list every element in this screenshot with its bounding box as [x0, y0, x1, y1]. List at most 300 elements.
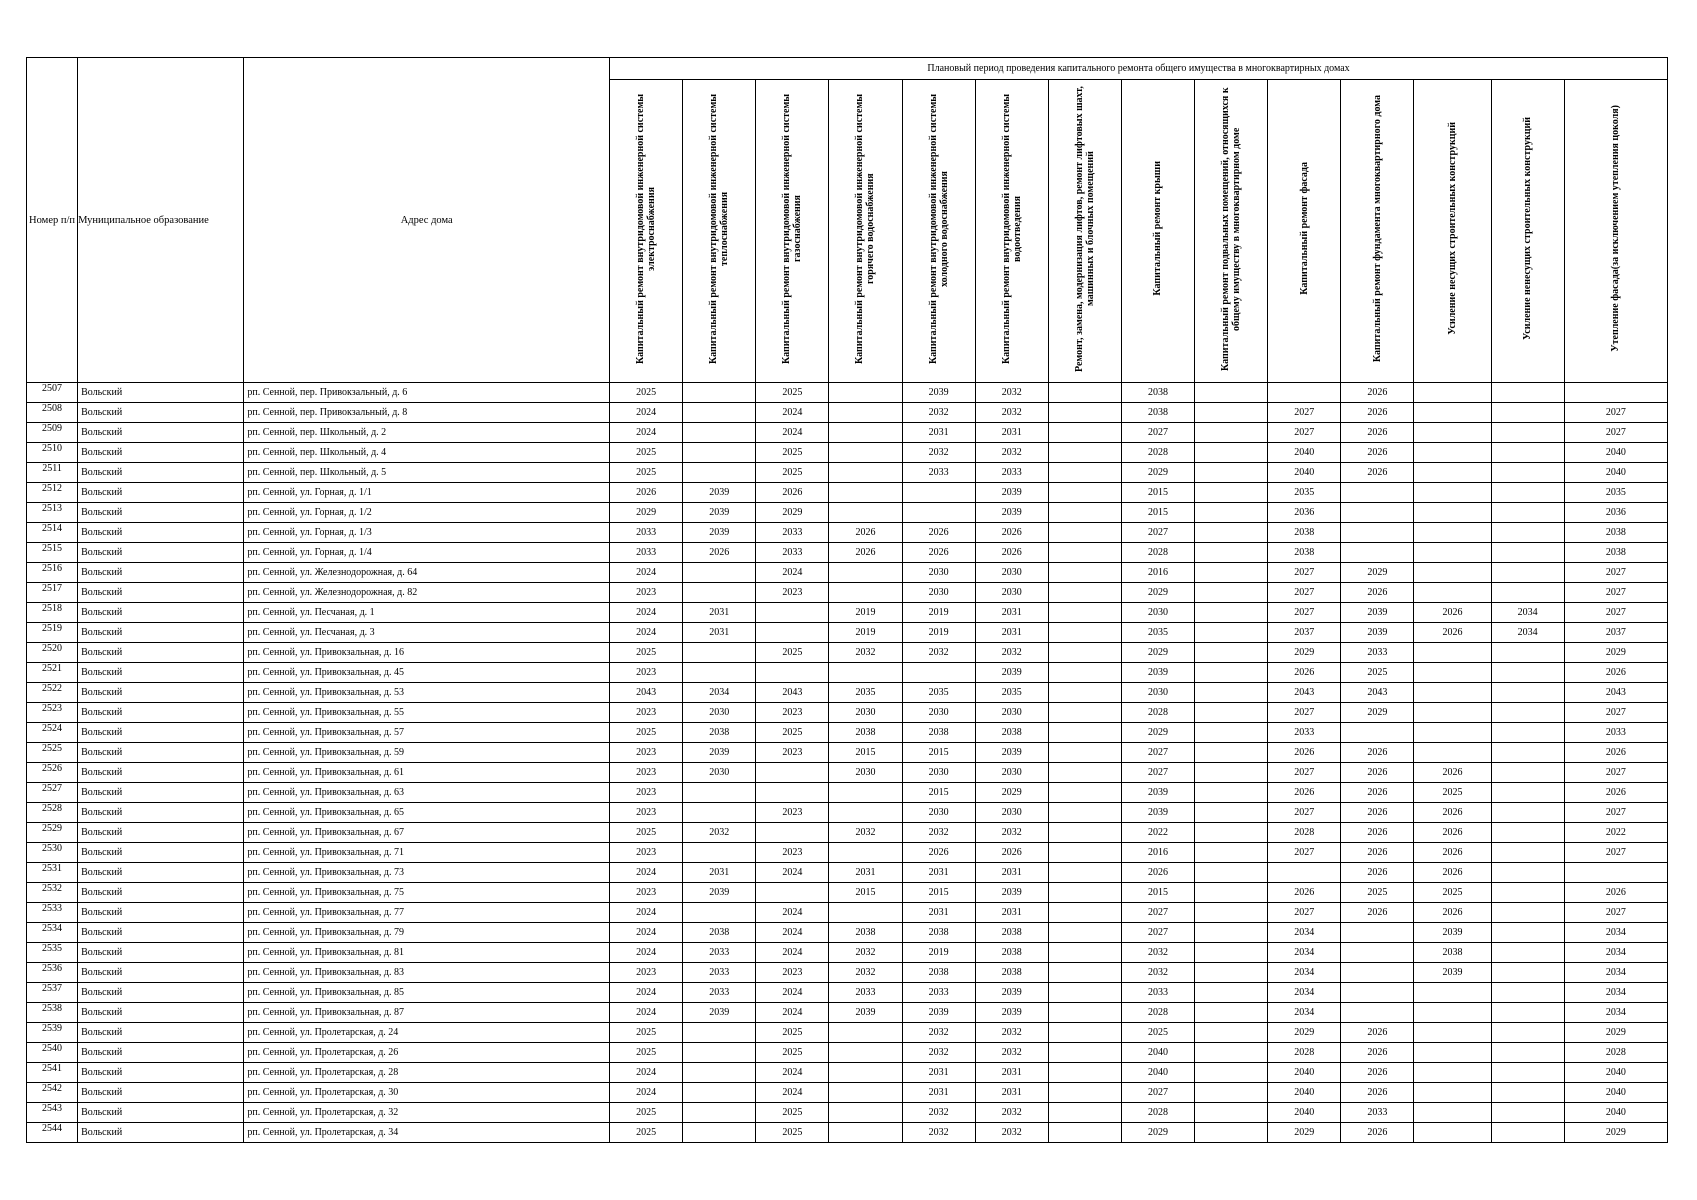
table-row — [27, 743, 1668, 763]
row-year-cell: 2029 — [1268, 643, 1341, 663]
row-year-cell — [1491, 1043, 1564, 1063]
row-year-cell: 2025 — [756, 383, 829, 403]
row-year-cell — [1414, 523, 1491, 543]
row-year-cell — [829, 1123, 902, 1143]
row-year-cell — [1195, 623, 1268, 643]
row-year-cell — [1414, 443, 1491, 463]
row-year-cell: 2026 — [1341, 763, 1414, 783]
row-year-cell — [1048, 503, 1121, 523]
row-year-cell — [1195, 643, 1268, 663]
row-year-cell — [1491, 403, 1564, 423]
row-number: 2508 — [27, 403, 78, 423]
row-year-cell — [829, 1043, 902, 1063]
row-municipality: Вольский — [78, 803, 244, 823]
row-year-cell — [1195, 743, 1268, 763]
row-year-cell — [1195, 863, 1268, 883]
row-year-cell — [829, 463, 902, 483]
row-number: 2512 — [27, 483, 78, 503]
row-year-cell: 2039 — [975, 883, 1048, 903]
row-year-cell: 2034 — [1268, 983, 1341, 1003]
row-year-cell: 2033 — [610, 543, 683, 563]
row-year-cell: 2026 — [1564, 663, 1667, 683]
row-year-cell — [1491, 843, 1564, 863]
row-municipality: Вольский — [78, 863, 244, 883]
row-year-cell — [1414, 463, 1491, 483]
row-year-cell — [1195, 663, 1268, 683]
row-year-cell — [683, 783, 756, 803]
row-address: рп. Сенной, ул. Привокзальная, д. 83 — [244, 963, 610, 983]
row-year-cell: 2038 — [683, 923, 756, 943]
row-year-cell: 2029 — [1121, 583, 1194, 603]
row-year-cell: 2024 — [610, 403, 683, 423]
row-year-cell: 2025 — [1341, 883, 1414, 903]
row-year-cell — [1414, 1103, 1491, 1123]
row-year-cell: 2035 — [1564, 483, 1667, 503]
row-number: 2524 — [27, 723, 78, 743]
row-year-cell: 2039 — [1341, 623, 1414, 643]
row-year-cell — [1195, 703, 1268, 723]
row-municipality: Вольский — [78, 623, 244, 643]
row-year-cell: 2032 — [902, 403, 975, 423]
row-year-cell: 2024 — [756, 1063, 829, 1083]
row-year-cell: 2025 — [610, 1103, 683, 1123]
row-year-cell — [756, 603, 829, 623]
row-year-cell — [1414, 743, 1491, 763]
row-year-cell: 2034 — [1268, 1003, 1341, 1023]
row-year-cell: 2043 — [756, 683, 829, 703]
row-year-cell — [1491, 823, 1564, 843]
row-year-cell — [829, 1083, 902, 1103]
row-year-cell — [756, 783, 829, 803]
row-year-cell — [1048, 763, 1121, 783]
row-year-cell: 2029 — [1121, 1123, 1194, 1143]
row-municipality: Вольский — [78, 723, 244, 743]
row-year-cell: 2034 — [1268, 963, 1341, 983]
row-year-cell: 2015 — [902, 783, 975, 803]
header-work-label: Капитальный ремонт крыши — [1152, 161, 1164, 296]
row-year-cell: 2015 — [1121, 883, 1194, 903]
row-year-cell — [1048, 1083, 1121, 1103]
row-year-cell — [1048, 483, 1121, 503]
header-work-label: Капитальный ремонт внутридомовой инженерной системы горячего водоснабжения — [854, 93, 877, 364]
row-year-cell — [1195, 543, 1268, 563]
row-number: 2522 — [27, 683, 78, 703]
row-year-cell: 2032 — [1121, 963, 1194, 983]
row-year-cell: 2038 — [1268, 523, 1341, 543]
row-year-cell — [1048, 883, 1121, 903]
row-address: рп. Сенной, пер. Школьный, д. 5 — [244, 463, 610, 483]
row-municipality: Вольский — [78, 663, 244, 683]
row-year-cell: 2025 — [610, 723, 683, 743]
row-year-cell: 2027 — [1121, 763, 1194, 783]
table-row — [27, 1003, 1668, 1023]
row-year-cell — [756, 823, 829, 843]
row-year-cell — [1195, 903, 1268, 923]
row-number: 2537 — [27, 983, 78, 1003]
row-number: 2532 — [27, 883, 78, 903]
row-year-cell — [1414, 683, 1491, 703]
row-year-cell: 2026 — [1341, 1083, 1414, 1103]
row-number: 2536 — [27, 963, 78, 983]
row-year-cell: 2026 — [1341, 783, 1414, 803]
row-year-cell: 2023 — [610, 663, 683, 683]
row-year-cell — [1414, 1043, 1491, 1063]
row-year-cell: 2033 — [610, 523, 683, 543]
header-work-label: Капитальный ремонт внутридомовой инженерной системы водоотведения — [1000, 93, 1023, 364]
row-year-cell — [829, 1103, 902, 1123]
row-year-cell: 2024 — [610, 923, 683, 943]
row-year-cell: 2032 — [902, 1103, 975, 1123]
row-year-cell: 2024 — [756, 903, 829, 923]
row-year-cell: 2039 — [975, 483, 1048, 503]
table-row — [27, 763, 1668, 783]
row-year-cell: 2027 — [1564, 703, 1667, 723]
row-year-cell — [1491, 563, 1564, 583]
row-year-cell: 2026 — [1341, 423, 1414, 443]
row-year-cell: 2039 — [683, 503, 756, 523]
row-year-cell — [683, 403, 756, 423]
row-address: рп. Сенной, ул. Привокзальная, д. 57 — [244, 723, 610, 743]
row-year-cell — [829, 423, 902, 443]
row-number: 2540 — [27, 1043, 78, 1063]
row-year-cell: 2022 — [1121, 823, 1194, 843]
row-year-cell: 2035 — [975, 683, 1048, 703]
table-row — [27, 703, 1668, 723]
row-year-cell — [1491, 763, 1564, 783]
row-year-cell: 2025 — [1414, 883, 1491, 903]
row-address: рп. Сенной, ул. Привокзальная, д. 85 — [244, 983, 610, 1003]
row-year-cell: 2024 — [756, 1083, 829, 1103]
table-row — [27, 923, 1668, 943]
table-row — [27, 863, 1668, 883]
row-address: рп. Сенной, ул. Горная, д. 1/1 — [244, 483, 610, 503]
row-municipality: Вольский — [78, 463, 244, 483]
table-row — [27, 1103, 1668, 1123]
row-year-cell — [1491, 1003, 1564, 1023]
row-year-cell: 2026 — [1121, 863, 1194, 883]
table-row — [27, 843, 1668, 863]
row-year-cell: 2032 — [902, 643, 975, 663]
row-year-cell: 2025 — [610, 643, 683, 663]
row-year-cell — [1048, 663, 1121, 683]
row-year-cell: 2024 — [756, 863, 829, 883]
row-year-cell: 2032 — [1121, 943, 1194, 963]
row-year-cell: 2027 — [1268, 563, 1341, 583]
row-year-cell: 2027 — [1268, 843, 1341, 863]
row-year-cell: 2030 — [902, 703, 975, 723]
header-address: Адрес дома — [244, 58, 610, 383]
table-header — [27, 58, 1668, 383]
row-year-cell — [1048, 843, 1121, 863]
row-year-cell — [1048, 823, 1121, 843]
row-year-cell: 2040 — [1564, 463, 1667, 483]
row-address: рп. Сенной, ул. Привокзальная, д. 16 — [244, 643, 610, 663]
header-work-label: Усиление ненесущих строительных конструкций — [1522, 117, 1534, 340]
row-year-cell: 2034 — [683, 683, 756, 703]
row-year-cell: 2025 — [610, 383, 683, 403]
row-year-cell: 2029 — [610, 503, 683, 523]
row-municipality: Вольский — [78, 523, 244, 543]
row-year-cell: 2032 — [975, 643, 1048, 663]
row-year-cell: 2039 — [1121, 783, 1194, 803]
header-work-7 — [1048, 80, 1121, 383]
row-number: 2529 — [27, 823, 78, 843]
row-year-cell: 2025 — [1414, 783, 1491, 803]
row-year-cell: 2024 — [756, 403, 829, 423]
row-municipality: Вольский — [78, 643, 244, 663]
header-work-label: Капитальный ремонт внутридомовой инженерной системы газоснабжения — [781, 93, 804, 364]
row-year-cell — [829, 783, 902, 803]
table-row — [27, 623, 1668, 643]
row-year-cell: 2026 — [1564, 743, 1667, 763]
row-year-cell: 2035 — [1121, 623, 1194, 643]
row-year-cell: 2036 — [1564, 503, 1667, 523]
row-number: 2528 — [27, 803, 78, 823]
row-year-cell — [1491, 503, 1564, 523]
table-row — [27, 1043, 1668, 1063]
row-year-cell — [1195, 563, 1268, 583]
row-year-cell: 2043 — [1268, 683, 1341, 703]
row-year-cell: 2033 — [1564, 723, 1667, 743]
row-year-cell — [683, 583, 756, 603]
row-year-cell: 2034 — [1564, 943, 1667, 963]
row-year-cell: 2039 — [829, 1003, 902, 1023]
row-year-cell: 2032 — [975, 1103, 1048, 1123]
row-municipality: Вольский — [78, 383, 244, 403]
row-year-cell: 2027 — [1564, 903, 1667, 923]
row-address: рп. Сенной, ул. Привокзальная, д. 87 — [244, 1003, 610, 1023]
row-year-cell — [1491, 523, 1564, 543]
row-year-cell: 2032 — [975, 1043, 1048, 1063]
row-number: 2526 — [27, 763, 78, 783]
row-municipality: Вольский — [78, 883, 244, 903]
row-year-cell — [1414, 543, 1491, 563]
row-number: 2527 — [27, 783, 78, 803]
row-year-cell: 2030 — [975, 803, 1048, 823]
row-year-cell — [829, 583, 902, 603]
row-number: 2507 — [27, 383, 78, 403]
row-year-cell: 2026 — [1268, 883, 1341, 903]
row-year-cell — [1048, 1103, 1121, 1123]
row-year-cell — [756, 763, 829, 783]
row-year-cell — [1195, 583, 1268, 603]
row-year-cell: 2026 — [975, 543, 1048, 563]
row-year-cell: 2039 — [1121, 663, 1194, 683]
row-year-cell: 2015 — [902, 883, 975, 903]
row-year-cell — [1414, 663, 1491, 683]
row-year-cell — [1195, 1103, 1268, 1123]
row-year-cell — [1048, 743, 1121, 763]
row-year-cell — [1195, 1023, 1268, 1043]
row-year-cell — [1491, 783, 1564, 803]
row-year-cell: 2027 — [1268, 763, 1341, 783]
row-year-cell: 2034 — [1491, 623, 1564, 643]
row-year-cell — [1048, 903, 1121, 923]
row-year-cell: 2026 — [1268, 663, 1341, 683]
row-number: 2531 — [27, 863, 78, 883]
row-year-cell: 2039 — [975, 1003, 1048, 1023]
row-year-cell: 2032 — [829, 823, 902, 843]
header-work-4 — [829, 80, 902, 383]
row-year-cell: 2026 — [1414, 603, 1491, 623]
row-number: 2533 — [27, 903, 78, 923]
row-year-cell — [1048, 463, 1121, 483]
row-municipality: Вольский — [78, 443, 244, 463]
row-year-cell — [1048, 703, 1121, 723]
row-year-cell — [1414, 563, 1491, 583]
row-year-cell: 2024 — [756, 943, 829, 963]
row-number: 2518 — [27, 603, 78, 623]
row-number: 2511 — [27, 463, 78, 483]
row-address: рп. Сенной, ул. Привокзальная, д. 81 — [244, 943, 610, 963]
row-year-cell: 2039 — [975, 503, 1048, 523]
row-year-cell — [1195, 943, 1268, 963]
row-year-cell: 2015 — [829, 743, 902, 763]
row-number: 2521 — [27, 663, 78, 683]
table-row — [27, 963, 1668, 983]
row-address: рп. Сенной, пер. Привокзальный, д. 8 — [244, 403, 610, 423]
row-year-cell: 2027 — [1564, 563, 1667, 583]
row-year-cell: 2039 — [975, 663, 1048, 683]
row-year-cell: 2038 — [1564, 543, 1667, 563]
row-year-cell — [1195, 403, 1268, 423]
row-address: рп. Сенной, пер. Привокзальный, д. 6 — [244, 383, 610, 403]
table-row — [27, 603, 1668, 623]
header-work-14 — [1564, 80, 1667, 383]
row-year-cell: 2026 — [975, 843, 1048, 863]
row-year-cell: 2038 — [975, 963, 1048, 983]
header-work-2 — [683, 80, 756, 383]
row-year-cell — [1491, 483, 1564, 503]
row-year-cell: 2033 — [1341, 643, 1414, 663]
row-year-cell — [1195, 1123, 1268, 1143]
row-municipality: Вольский — [78, 603, 244, 623]
row-year-cell: 2033 — [1268, 723, 1341, 743]
row-year-cell — [1048, 783, 1121, 803]
row-address: рп. Сенной, ул. Привокзальная, д. 73 — [244, 863, 610, 883]
table-body — [27, 383, 1668, 1143]
row-year-cell — [1195, 1003, 1268, 1023]
row-year-cell: 2031 — [975, 863, 1048, 883]
row-year-cell — [1048, 983, 1121, 1003]
row-year-cell: 2026 — [1268, 783, 1341, 803]
row-year-cell — [829, 503, 902, 523]
row-year-cell: 2026 — [1564, 883, 1667, 903]
row-year-cell: 2027 — [1121, 743, 1194, 763]
row-year-cell: 2027 — [1564, 843, 1667, 863]
table-row — [27, 883, 1668, 903]
row-year-cell: 2026 — [1414, 903, 1491, 923]
row-year-cell — [1195, 883, 1268, 903]
row-address: рп. Сенной, ул. Пролетарская, д. 34 — [244, 1123, 610, 1143]
row-year-cell — [1195, 923, 1268, 943]
row-year-cell: 2030 — [683, 703, 756, 723]
row-municipality: Вольский — [78, 563, 244, 583]
row-year-cell — [1414, 703, 1491, 723]
table-row — [27, 563, 1668, 583]
header-work-label: Капитальный ремонт фундамента многоквартирного дома — [1371, 94, 1383, 363]
row-year-cell: 2024 — [756, 563, 829, 583]
header-municipality: Муниципальное образование — [78, 58, 244, 383]
row-year-cell: 2031 — [902, 423, 975, 443]
row-year-cell — [1195, 683, 1268, 703]
row-year-cell — [1341, 483, 1414, 503]
row-year-cell: 2036 — [1268, 503, 1341, 523]
row-address: рп. Сенной, пер. Школьный, д. 4 — [244, 443, 610, 463]
row-year-cell: 2030 — [975, 583, 1048, 603]
row-municipality: Вольский — [78, 1023, 244, 1043]
table-row — [27, 783, 1668, 803]
row-municipality: Вольский — [78, 403, 244, 423]
row-year-cell: 2026 — [1341, 803, 1414, 823]
row-year-cell: 2038 — [902, 963, 975, 983]
row-year-cell — [683, 1103, 756, 1123]
row-year-cell: 2038 — [829, 723, 902, 743]
table-row — [27, 383, 1668, 403]
row-year-cell — [1048, 443, 1121, 463]
row-address: рп. Сенной, ул. Горная, д. 1/2 — [244, 503, 610, 523]
row-municipality: Вольский — [78, 1103, 244, 1123]
row-number: 2538 — [27, 1003, 78, 1023]
row-year-cell: 2024 — [756, 983, 829, 1003]
row-year-cell: 2034 — [1564, 923, 1667, 943]
row-year-cell: 2024 — [610, 903, 683, 923]
row-year-cell: 2040 — [1564, 1083, 1667, 1103]
row-number: 2520 — [27, 643, 78, 663]
row-year-cell — [1341, 723, 1414, 743]
row-year-cell: 2027 — [1268, 403, 1341, 423]
row-year-cell: 2034 — [1491, 603, 1564, 623]
row-year-cell: 2034 — [1268, 923, 1341, 943]
row-year-cell: 2016 — [1121, 563, 1194, 583]
row-year-cell: 2030 — [975, 703, 1048, 723]
row-year-cell: 2027 — [1121, 523, 1194, 543]
row-year-cell — [1195, 603, 1268, 623]
row-year-cell — [683, 1043, 756, 1063]
row-year-cell: 2039 — [975, 743, 1048, 763]
row-year-cell: 2016 — [1121, 843, 1194, 863]
row-year-cell: 2027 — [1268, 803, 1341, 823]
row-year-cell: 2030 — [975, 563, 1048, 583]
row-municipality: Вольский — [78, 423, 244, 443]
row-address: рп. Сенной, ул. Горная, д. 1/4 — [244, 543, 610, 563]
row-year-cell: 2026 — [975, 523, 1048, 543]
row-year-cell — [829, 843, 902, 863]
row-year-cell: 2031 — [975, 423, 1048, 443]
row-year-cell: 2025 — [610, 1023, 683, 1043]
row-year-cell: 2027 — [1121, 923, 1194, 943]
row-year-cell: 2026 — [610, 483, 683, 503]
header-work-label: Утепление фасада(за исключением утепления цоколя) — [1610, 105, 1622, 352]
row-year-cell: 2023 — [756, 703, 829, 723]
row-address: рп. Сенной, ул. Горная, д. 1/3 — [244, 523, 610, 543]
table-row — [27, 403, 1668, 423]
row-year-cell: 2025 — [756, 1123, 829, 1143]
row-address: рп. Сенной, ул. Привокзальная, д. 77 — [244, 903, 610, 923]
row-year-cell — [1195, 443, 1268, 463]
row-year-cell — [1491, 943, 1564, 963]
row-year-cell — [1491, 443, 1564, 463]
row-number: 2543 — [27, 1103, 78, 1123]
row-year-cell: 2026 — [1414, 863, 1491, 883]
row-year-cell — [1048, 1023, 1121, 1043]
row-year-cell — [1414, 583, 1491, 603]
row-year-cell: 2024 — [756, 923, 829, 943]
row-year-cell: 2025 — [610, 823, 683, 843]
row-year-cell: 2039 — [1414, 923, 1491, 943]
row-year-cell: 2033 — [975, 463, 1048, 483]
row-year-cell: 2023 — [756, 963, 829, 983]
